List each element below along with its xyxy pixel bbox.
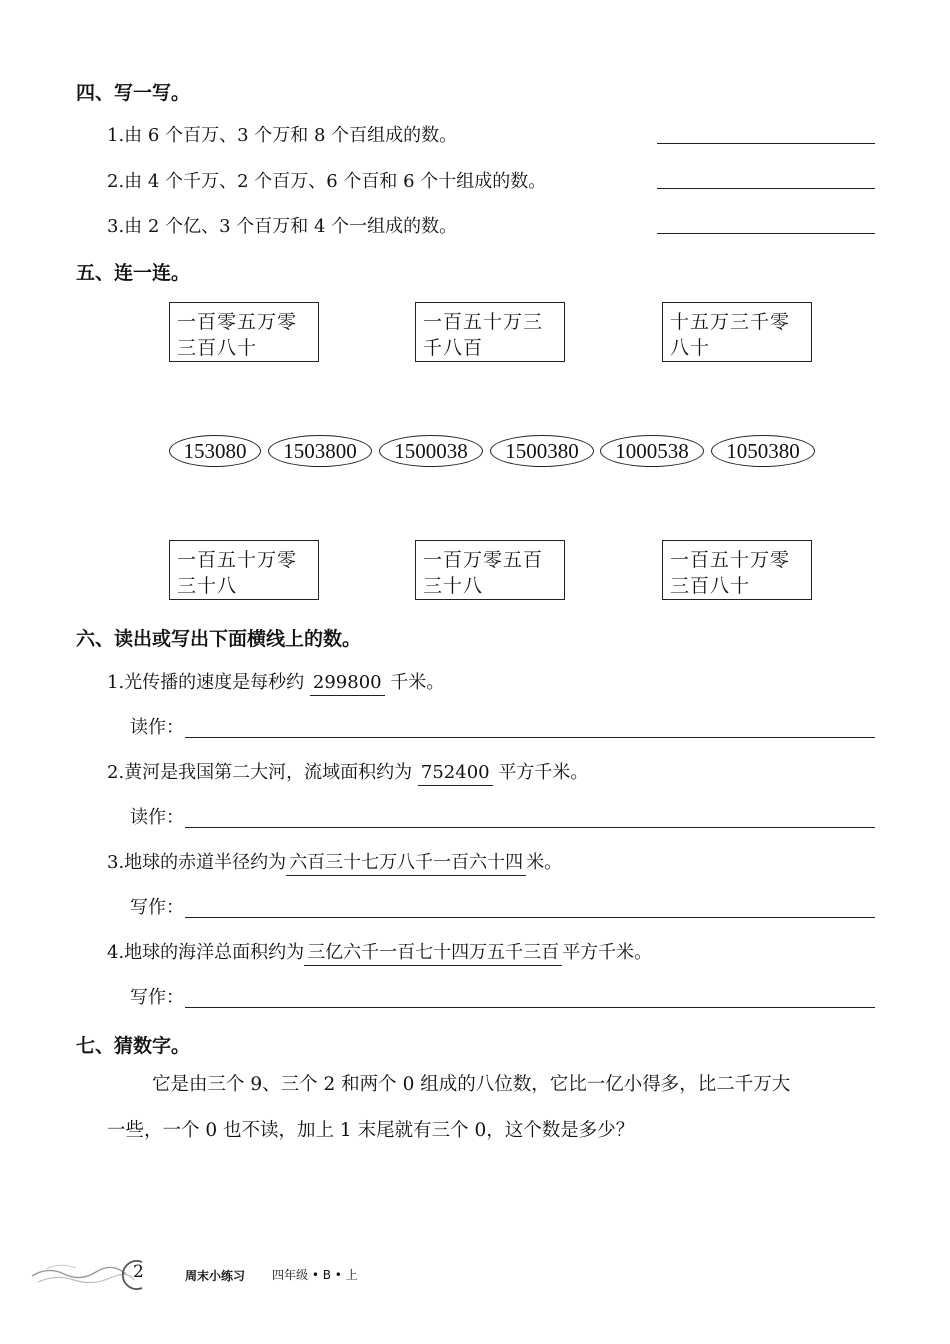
page-number: 2 xyxy=(133,1262,144,1282)
section-4-item-1: 1.由 6 个百万、3 个万和 8 个百组成的数。 xyxy=(107,125,458,146)
bottom-box-1[interactable] xyxy=(169,540,319,600)
item-3-underlined-value: 六百三十七万八千一百六十四 xyxy=(286,852,526,876)
item-2-text-before: 2.黄河是我国第二大河，流域面积约为 xyxy=(107,762,418,783)
number-oval-4[interactable]: 1500380 xyxy=(490,435,594,467)
answer-label-3: 写作： xyxy=(130,897,184,918)
number-oval-1[interactable]: 153080 xyxy=(169,435,261,467)
section-6-item-1 xyxy=(107,668,444,694)
answer-label-1: 读作： xyxy=(130,717,184,738)
item-4-text-after: 平方千米。 xyxy=(562,942,653,963)
answer-blank-4-3[interactable] xyxy=(657,233,875,234)
item-4-underlined-value: 三亿六千一百七十四万五千三百 xyxy=(304,942,562,966)
number-oval-5[interactable]: 1000538 xyxy=(600,435,704,467)
answer-label-2: 读作： xyxy=(130,807,184,828)
bottom-box-2-line-1: 一百万零五百 xyxy=(423,549,544,571)
section-4-item-3: 3.由 2 个亿、3 个百万和 4 个一组成的数。 xyxy=(107,216,458,237)
item-1-text-before: 1.光传播的速度是每秒约 xyxy=(107,672,310,693)
section-6-item-3 xyxy=(107,848,562,874)
answer-blank-6-2[interactable] xyxy=(185,827,875,828)
item-2-underlined-value: 752400 xyxy=(418,762,493,786)
answer-blank-4-1[interactable] xyxy=(657,143,875,144)
section-5-title: 五、连一连。 xyxy=(76,262,191,284)
item-3-text-after: 米。 xyxy=(526,852,563,873)
section-7-paragraph-line-2: 一些，一个 0 也不读，加上 1 末尾就有三个 0，这个数是多少？ xyxy=(107,1120,635,1141)
item-3-text-before: 3.地球的赤道半径约为 xyxy=(107,852,287,873)
answer-blank-6-1[interactable] xyxy=(185,737,875,738)
item-4-text-before: 4.地球的海洋总面积约为 xyxy=(107,942,305,963)
item-2-text-after: 平方千米。 xyxy=(492,762,589,783)
section-7-paragraph-line-1: 它是由三个 9、三个 2 和两个 0 组成的八位数，它比一亿小得多，比二千万大 xyxy=(152,1074,791,1095)
top-box-3-line-2: 八十 xyxy=(670,337,711,359)
bottom-box-1-line-2: 三十八 xyxy=(177,575,238,597)
answer-label-4: 写作： xyxy=(130,987,184,1008)
item-1-text-after: 千米。 xyxy=(384,672,445,693)
section-6-title: 六、读出或写出下面横线上的数。 xyxy=(76,628,362,650)
top-box-2-line-1: 一百五十万三 xyxy=(423,311,544,333)
top-box-2[interactable] xyxy=(415,302,565,362)
footer-grade-label: 四年级 • B • 上 xyxy=(272,1268,358,1282)
top-box-3-line-1: 十五万三千零 xyxy=(670,311,791,333)
section-7-title: 七、猜数字。 xyxy=(76,1035,191,1057)
bottom-box-3-line-1: 一百五十万零 xyxy=(670,549,791,571)
section-6-item-2 xyxy=(107,758,588,784)
bottom-box-3-line-2: 三百八十 xyxy=(670,575,751,597)
footer-book-title: 周末小练习 xyxy=(185,1269,246,1283)
top-box-1-line-2: 三百八十 xyxy=(177,337,258,359)
number-oval-6[interactable]: 1050380 xyxy=(711,435,815,467)
bottom-box-1-line-1: 一百五十万零 xyxy=(177,549,298,571)
item-1-underlined-value: 299800 xyxy=(310,672,385,696)
top-box-3[interactable] xyxy=(662,302,812,362)
answer-blank-4-2[interactable] xyxy=(657,188,875,189)
bottom-box-3[interactable] xyxy=(662,540,812,600)
number-oval-2[interactable]: 1503800 xyxy=(268,435,372,467)
top-box-2-line-2: 千八百 xyxy=(423,337,484,359)
section-4-title: 四、写一写。 xyxy=(76,82,191,104)
section-6-item-4 xyxy=(107,938,652,964)
footer-wave-decoration xyxy=(30,1252,165,1292)
bottom-box-2[interactable] xyxy=(415,540,565,600)
section-4-item-2: 2.由 4 个千万、2 个百万、6 个百和 6 个十组成的数。 xyxy=(107,171,547,192)
top-box-1[interactable] xyxy=(169,302,319,362)
answer-blank-6-4[interactable] xyxy=(185,1007,875,1008)
bottom-box-2-line-2: 三十八 xyxy=(423,575,484,597)
top-box-1-line-1: 一百零五万零 xyxy=(177,311,298,333)
answer-blank-6-3[interactable] xyxy=(185,917,875,918)
number-oval-3[interactable]: 1500038 xyxy=(379,435,483,467)
